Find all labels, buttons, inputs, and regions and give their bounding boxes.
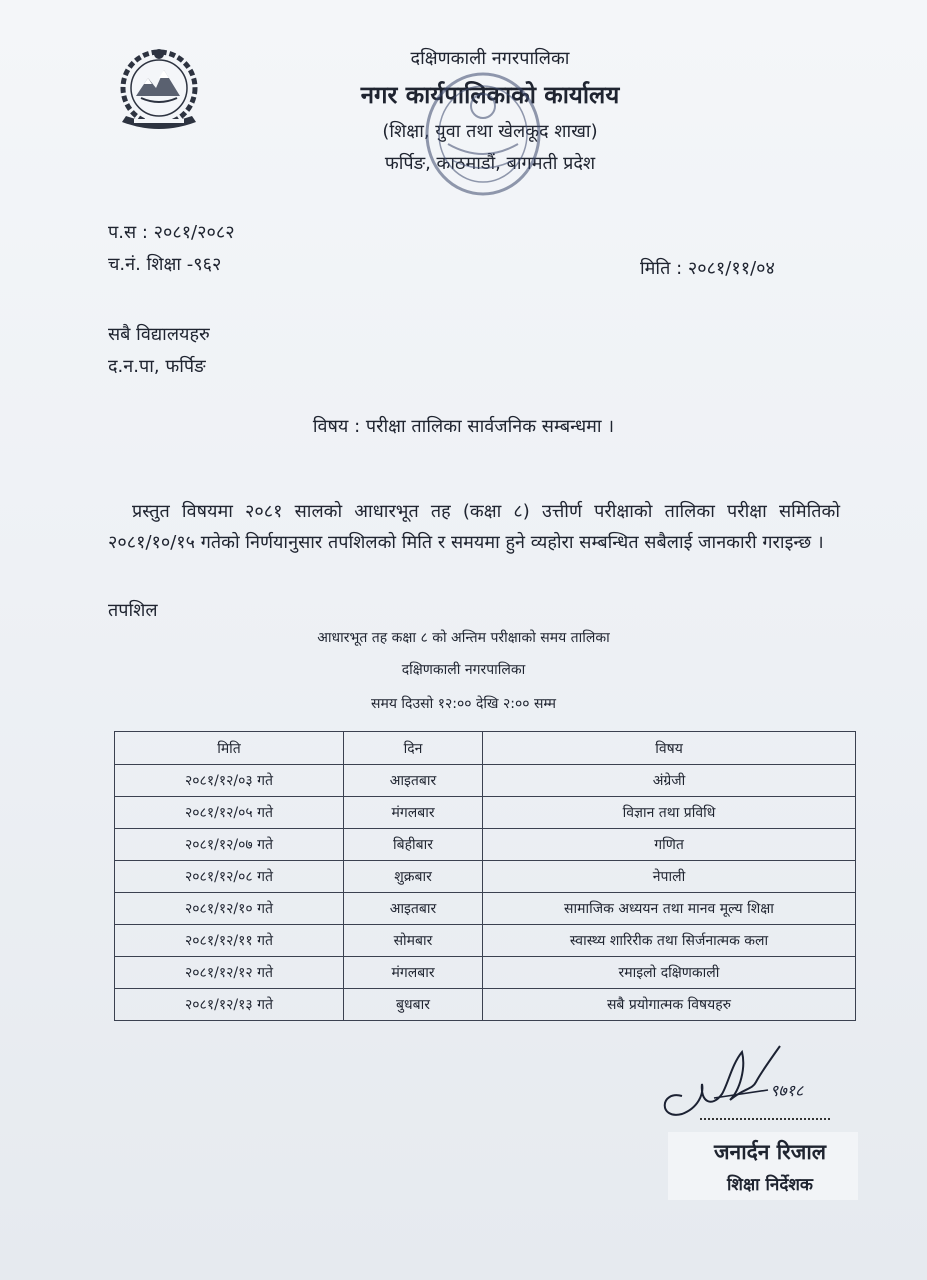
details-label: तपशिल [108, 600, 158, 621]
recipient-line-2: द.न.पा, फर्पिङ [108, 356, 206, 377]
cell-day: शुक्रबार [344, 861, 483, 893]
cell-date: २०८१/१२/०५ गते [115, 797, 344, 829]
signatory-name: जनार्दन रिजाल [713, 1140, 827, 1164]
column-header-day: दिन [344, 732, 483, 765]
recipient-line-1: सबै विद्यालयहरु [108, 324, 210, 345]
table-row [115, 893, 856, 925]
cell-day: बुधबार [344, 989, 483, 1021]
office-address: फर्पिङ, काठमाडौं, बागमती प्रदेश [384, 153, 596, 174]
office-name: नगर कार्यपालिकाको कार्यालय [360, 81, 620, 109]
cell-date: २०८१/१२/१२ गते [115, 957, 344, 989]
letter-reference-number: प.स : २०८१/२०८२ [108, 222, 235, 243]
table-header-row [115, 732, 856, 765]
cell-day: सोमबार [344, 925, 483, 957]
cell-subject: स्वास्थ्य शारिरीक तथा सिर्जनात्मक कला [483, 925, 856, 957]
table-caption-municipality: दक्षिणकाली नगरपालिका [401, 662, 526, 678]
column-header-subject: विषय [483, 732, 856, 765]
table-row [115, 797, 856, 829]
signature-dotted-line [700, 1118, 830, 1120]
cell-subject: गणित [483, 829, 856, 861]
cell-day: मंगलबार [344, 797, 483, 829]
cell-subject: अंग्रेजी [483, 765, 856, 797]
exam-schedule-table [114, 731, 856, 1021]
cell-day: मंगलबार [344, 957, 483, 989]
table-row [115, 861, 856, 893]
table-caption-time: समय दिउसो १२:०० देखि २:०० सम्म [371, 696, 556, 712]
nepal-emblem-icon [108, 40, 210, 140]
cell-day: आइतबार [344, 765, 483, 797]
letter-body: प्रस्तुत विषयमा २०८१ सालको आधारभूत तह (कक्षा ८) उत्तीर्ण परीक्षाको तालिका परीक्षा समितिको २०८१/१०/१५ गतेको निर्णयानुसार तपशिलको मिति र समयमा हुने व्यहोरा सम्बन्धित सबैलाई जानकारी गराइन्छ । [108, 501, 840, 553]
cell-date: २०८१/१२/११ गते [115, 925, 344, 957]
table-row [115, 989, 856, 1021]
table-row [115, 925, 856, 957]
cell-subject: विज्ञान तथा प्रविधि [483, 797, 856, 829]
cell-subject: रमाइलो दक्षिणकाली [483, 957, 856, 989]
table-row [115, 957, 856, 989]
cell-day: बिहीबार [344, 829, 483, 861]
cell-subject: सबै प्रयोगात्मक विषयहरु [483, 989, 856, 1021]
office-seal-stamp [418, 64, 548, 204]
cell-date: २०८१/१२/०८ गते [115, 861, 344, 893]
cell-date: २०८१/१२/०३ गते [115, 765, 344, 797]
signature-number: ९७१८ [770, 1081, 804, 1100]
cell-subject: सामाजिक अध्ययन तथा मानव मूल्य शिक्षा [483, 893, 856, 925]
table-row [115, 829, 856, 861]
letter-date: मिति : २०८१/११/०४ [640, 258, 775, 279]
section-name: (शिक्षा, युवा तथा खेलकूद शाखा) [382, 121, 598, 142]
cell-date: २०८१/१२/०७ गते [115, 829, 344, 861]
dispatch-number: च.नं. शिक्षा -९६२ [108, 254, 222, 275]
column-header-date: मिति [115, 732, 344, 765]
handwritten-signature [652, 1034, 827, 1124]
cell-day: आइतबार [344, 893, 483, 925]
signatory-title: शिक्षा निर्देशक [727, 1175, 813, 1195]
municipality-name: दक्षिणकाली नगरपालिका [410, 48, 570, 69]
letter-subject: विषय : परीक्षा तालिका सार्वजनिक सम्बन्धमा । [312, 416, 615, 437]
cell-date: २०८१/१२/१३ गते [115, 989, 344, 1021]
table-caption-title: आधारभूत तह कक्षा ८ को अन्तिम परीक्षाको समय तालिका [317, 630, 610, 646]
table-row [115, 765, 856, 797]
cell-date: २०८१/१२/१० गते [115, 893, 344, 925]
cell-subject: नेपाली [483, 861, 856, 893]
